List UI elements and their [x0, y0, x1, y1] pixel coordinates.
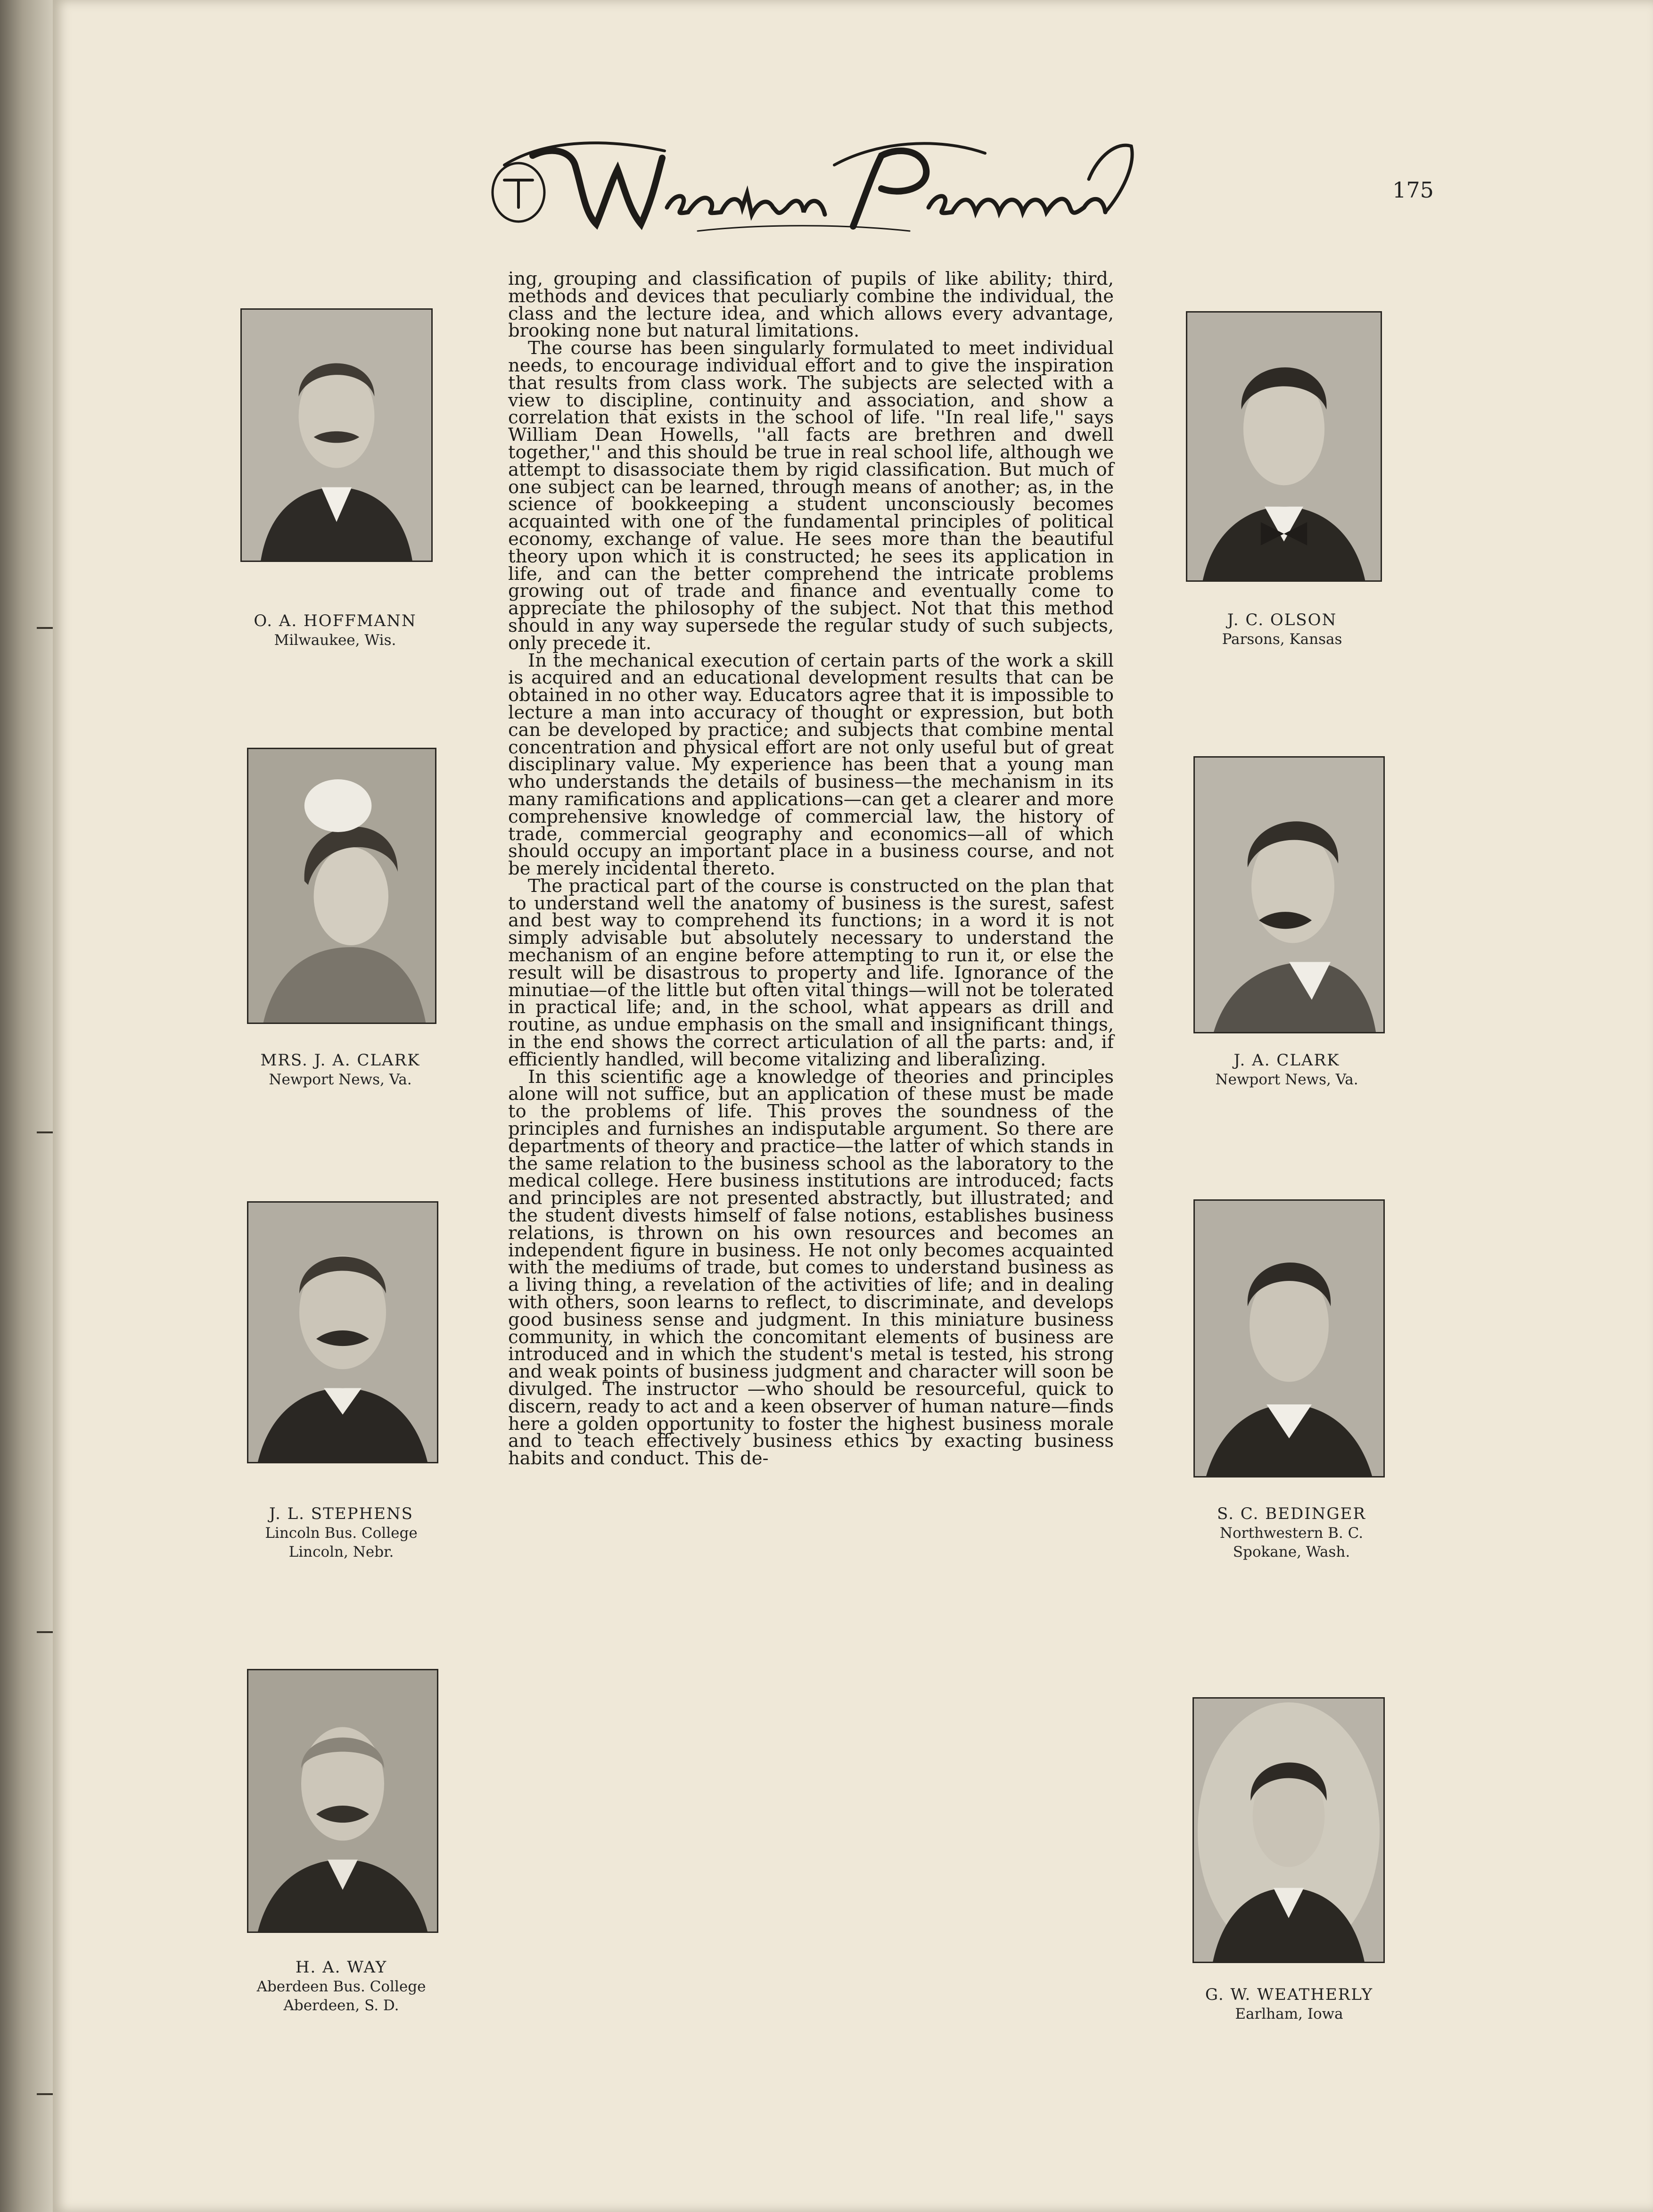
portrait-caption [207, 611, 463, 650]
person-location: Northwestern B. C. [1219, 1525, 1364, 1542]
portrait-caption [210, 1504, 472, 1561]
person-name: J. L. STEPHENS [269, 1504, 413, 1523]
binding-mark [37, 627, 53, 629]
page-number: 175 [1392, 177, 1434, 203]
article-paragraph: The practical part of the course is constructed on the plan that to understand well the anatomy of business is the surest, safest and best way to comprehend its functions; in a word it is not simply advisable but absolutely necessary to understand the mechanism of an engine before attempting to run it, or else the result will be disastrous to property and life. Ignorance of the minutiae—of the little but often vital things—will not be tolerated in practical life; and, in the school, what appears as drill and routine, as undue emphasis on the small and insignificant things, in the end shows the correct articulation of all the parts: and, if efficiently handled, will become vitalizing and liberalizing. [508, 875, 1114, 1070]
portrait-caption [1169, 1504, 1414, 1561]
binding-mark [37, 1631, 53, 1633]
person-location: Newport News, Va. [269, 1071, 412, 1088]
person-location: Lincoln, Nebr. [288, 1543, 394, 1560]
person-location: Lincoln Bus. College [265, 1525, 418, 1542]
person-name: MRS. J. A. CLARK [260, 1051, 420, 1070]
portrait-photo [240, 308, 433, 562]
person-name: S. C. BEDINGER [1217, 1504, 1366, 1523]
portrait-caption [1164, 610, 1400, 649]
book-spine [0, 0, 57, 2212]
article-body [508, 268, 1114, 1469]
person-name: O. A. HOFFMANN [254, 611, 417, 630]
portrait-photo [247, 748, 436, 1024]
person-location: Newport News, Va. [1215, 1071, 1358, 1088]
article-paragraph: In this scientific age a knowledge of theories and principles alone will not suffice, but an application of these must be made to the problems of life. This proves the soundness of the principles and furnishes an indisputable argument. So there are departments of theory and practice—the latter of which stands in the same relation to the business school as the laboratory to the medical college. Here business institutions are introduced; facts and principles are not presented abstractly, but illustrated; and the student divests himself of false notions, establishes business relations, is thrown on his own resources and becomes an independent figure in business. He not only becomes acquainted with the mediums of trade, but comes to understand business as a living thing, a revelation of the activities of life; and in dealing with others, soon learns to reflect, to discriminate, and develops good business sense and judgment. In this miniature business community, in which the concomitant elements of business are introduced and in which the student's metal is tested, his strong and weak points of business judgment and character will soon be divulged. The instructor —who should be resourceful, quick to discern, ready to act and a keen observer of human nature—finds here a golden opportunity to foster the highest business morale and to teach effectively business ethics by exacting business habits and conduct. This de- [508, 1066, 1114, 1469]
person-name: J. A. CLARK [1234, 1051, 1340, 1070]
person-location: Milwaukee, Wis. [274, 632, 396, 649]
person-location: Earlham, Iowa [1235, 2006, 1343, 2022]
portrait-photo [247, 1669, 438, 1933]
binding-mark [37, 1131, 53, 1133]
person-name: J. C. OLSON [1227, 611, 1337, 629]
portrait-caption [204, 1957, 479, 2015]
person-location: Aberdeen, S. D. [283, 1997, 399, 2014]
portrait-caption [1164, 1050, 1409, 1089]
portrait-photo [1193, 1199, 1385, 1477]
person-name: H. A. WAY [295, 1958, 387, 1977]
masthead-logo [476, 137, 1145, 245]
portrait-photo [1193, 756, 1385, 1033]
portrait-photo [247, 1201, 438, 1463]
binding-mark [37, 2093, 53, 2095]
person-location: Parsons, Kansas [1222, 631, 1342, 648]
portrait-photo [1186, 311, 1382, 582]
person-location: Spokane, Wash. [1233, 1543, 1350, 1560]
portrait-photo [1192, 1697, 1385, 1963]
portrait-caption [1150, 1985, 1428, 2023]
portrait-caption [212, 1050, 469, 1089]
article-paragraph: The course has been singularly formulated to meet individual needs, to encourage individual effort and to give the inspiration that results from class work. The subjects are selected with a view to discipline, continuity and association, and show a correlation that exists in the school of life. ''In real life,'' says William Dean Howells, ''all facts are brethren and dwell together,'' and this should be true in real school life, although we attempt to disassociate them by rigid classification. But much of one subject can be learned, through means of another; as, in the science of bookkeeping a student unconsciously becomes acquainted with one of the fundamental principles of political economy, exchange of value. He sees more than the beautiful theory upon which it is constructed; he sees its application in life, and can the better comprehend the intricate problems growing out of trade and finance and eventually come to appreciate the philosophy of the subject. Not that this method should in any way supersede the regular study of such subjects, only precede it. [508, 338, 1114, 654]
person-name: G. W. WEATHERLY [1205, 1985, 1373, 2004]
person-location: Aberdeen Bus. College [256, 1978, 426, 1995]
article-paragraph: In the mechanical execution of certain parts of the work a skill is acquired and an educational development results that can be obtained in no other way. Educators agree that it is impossible to lecture a man into accuracy of thought or expression, but both can be developed by practice; and subjects that combine mental concentration and physical effort are not only useful but of great disciplinary value. My experience has been that a young man who understands the details of business—the mechanism in its many ramifications and applications—can get a clearer and more comprehensive knowledge of commercial law, the history of trade, commercial geography and economics—all of which should occupy an important place in a business course, and not be merely incidental thereto. [508, 650, 1114, 880]
article-paragraph: ing, grouping and classification of pupils of like ability; third, methods and devices that peculiarly combine the individual, the class and the lecture idea, and which allows every advantage, brooking none but natural limitations. [508, 268, 1114, 342]
